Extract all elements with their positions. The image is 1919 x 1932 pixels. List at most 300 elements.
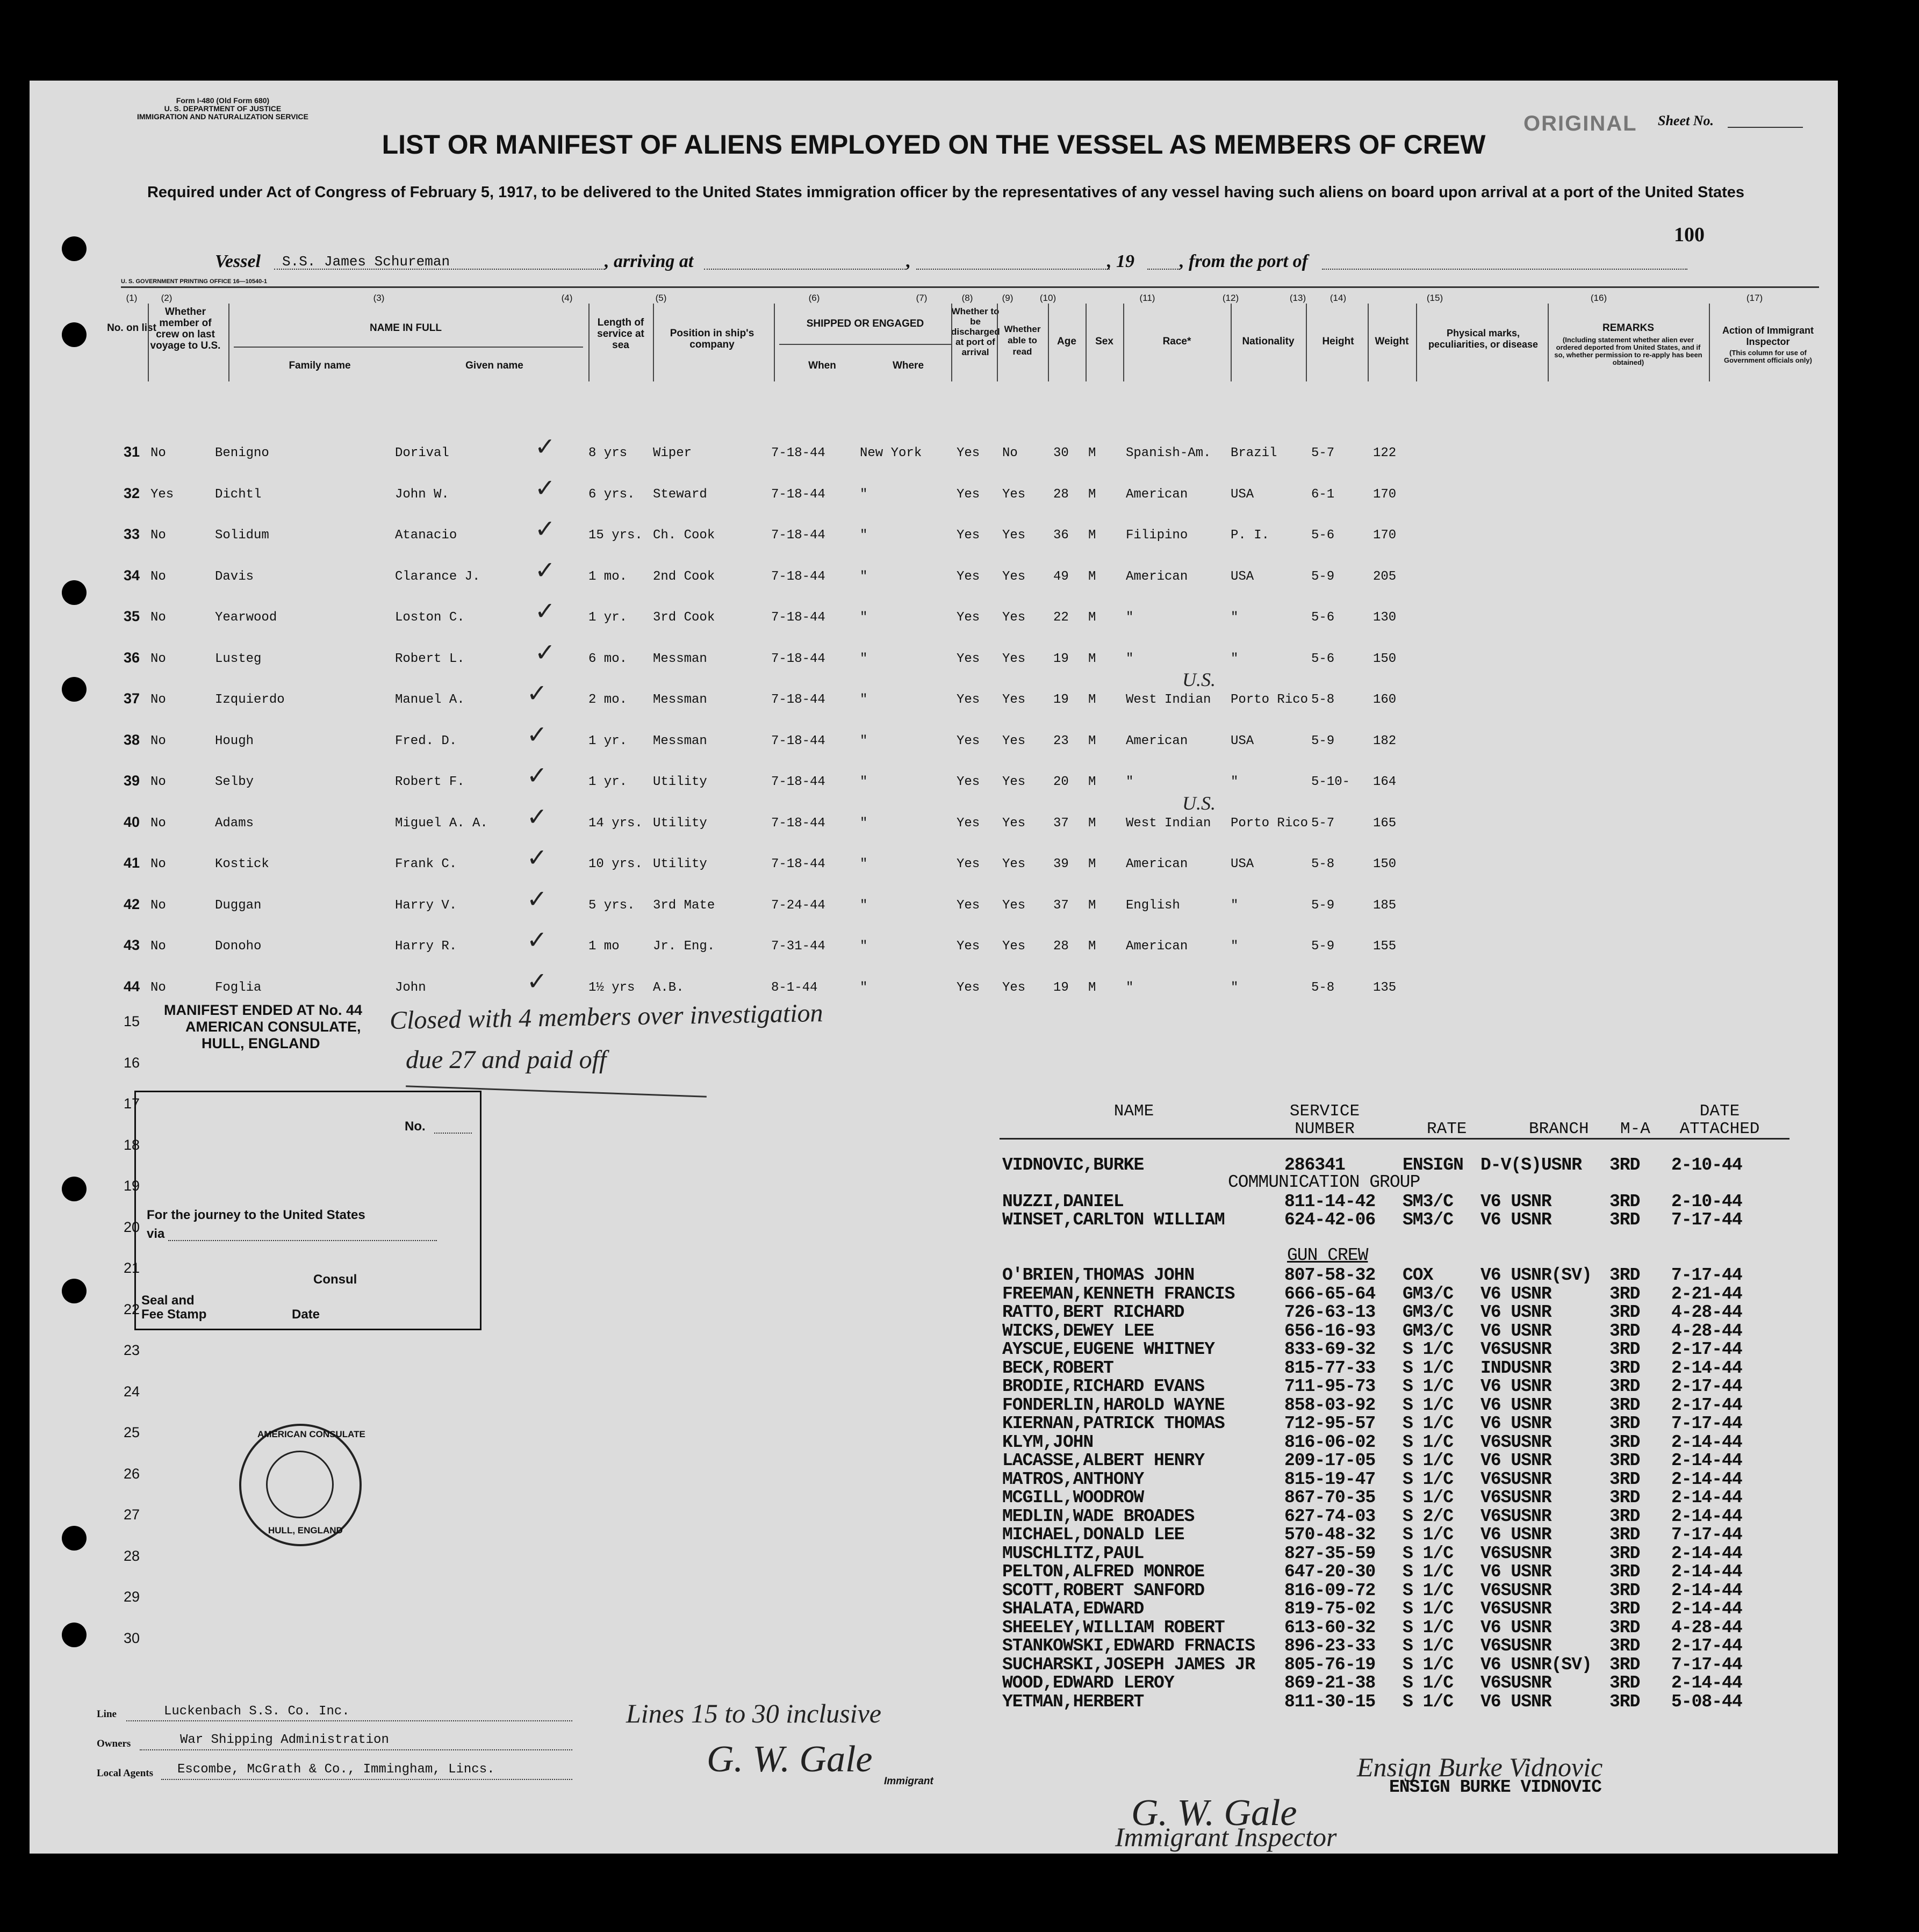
mil-header-date: DATE ATTACHED <box>1679 1102 1760 1138</box>
crew-mga: 3RD <box>1609 1673 1640 1693</box>
given-name-cell: Robert L. <box>395 651 465 666</box>
crew-date: 7-17-44 <box>1671 1525 1742 1545</box>
when-cell: 7-18-44 <box>771 610 825 625</box>
crew-name: WOOD,EDWARD LEROY <box>1002 1673 1174 1693</box>
col-num: (5) <box>655 293 667 303</box>
crew-branch: V6 USNR <box>1480 1321 1551 1341</box>
header-weight: Weight <box>1375 336 1409 347</box>
crew-rate: S 1/C <box>1403 1358 1454 1378</box>
col-num: (17) <box>1746 293 1763 303</box>
member-cell: No <box>150 857 166 871</box>
member-cell: No <box>150 569 166 584</box>
crew-rate: S 1/C <box>1403 1691 1454 1712</box>
crew-name: MATROS,ANTHONY <box>1002 1469 1144 1489</box>
crew-rate: ENSIGN <box>1403 1155 1463 1175</box>
arriving-date-field <box>916 269 1110 270</box>
lines-note: Lines 15 to 30 inclusive <box>626 1698 881 1728</box>
member-cell: Yes <box>150 487 174 502</box>
race-cell: West Indian <box>1126 693 1211 707</box>
crew-mga: 3RD <box>1609 1562 1640 1582</box>
header-no-on-list: No. on list <box>107 322 156 334</box>
inspector-signature: G. W. Gale <box>1131 1792 1297 1834</box>
position-cell: A.B. <box>653 980 684 995</box>
age-cell: 23 <box>1053 733 1069 748</box>
stamp-line: HULL, ENGLAND <box>202 1035 320 1051</box>
crew-rate: S 1/C <box>1403 1469 1454 1489</box>
where-cell: " <box>860 528 868 543</box>
crew-branch: V6SUSNR <box>1480 1636 1551 1656</box>
where-cell: " <box>860 898 868 913</box>
given-name-cell: Atanacio <box>395 528 457 543</box>
given-name-cell: Harry R. <box>395 939 457 954</box>
family-name-cell: Dichtl <box>215 487 262 502</box>
row-number: 43 <box>123 937 140 953</box>
nationality-cell: USA <box>1231 733 1254 748</box>
height-cell: 5-9 <box>1311 733 1335 748</box>
sex-cell: M <box>1088 733 1096 748</box>
read-cell: Yes <box>1002 816 1026 831</box>
crew-date: 7-17-44 <box>1671 1654 1742 1675</box>
col-num: (12) <box>1222 293 1239 303</box>
weight-cell: 155 <box>1373 939 1397 954</box>
when-cell: 7-18-44 <box>771 733 825 748</box>
nationality-cell: " <box>1231 939 1239 954</box>
crew-date: 2-17-44 <box>1671 1636 1742 1656</box>
race-cell: " <box>1126 980 1134 995</box>
service-cell: 6 yrs. <box>588 487 635 502</box>
check-mark: ✓ <box>527 843 548 872</box>
crew-name: MICHAEL,DONALD LEE <box>1002 1525 1184 1545</box>
col-num: (14) <box>1329 293 1347 303</box>
check-mark: ✓ <box>535 637 556 667</box>
member-cell: No <box>150 775 166 789</box>
blank-row-number: 30 <box>123 1630 140 1646</box>
header-age: Age <box>1057 336 1076 347</box>
crew-rate: S 1/C <box>1403 1395 1454 1415</box>
mil-header-rate: RATE <box>1427 1120 1467 1138</box>
weight-cell: 130 <box>1373 610 1397 625</box>
seal-text: AMERICAN CONSULATE <box>257 1429 365 1439</box>
given-name-cell: Frank C. <box>395 857 457 871</box>
service-cell: 5 yrs. <box>588 898 635 913</box>
check-mark: ✓ <box>527 884 548 913</box>
seal-text: HULL, ENGLAND <box>268 1525 343 1535</box>
crew-date: 2-14-44 <box>1671 1543 1742 1563</box>
crew-mga: 3RD <box>1609 1432 1640 1452</box>
crew-branch: V6 USNR <box>1480 1691 1551 1712</box>
crew-service: 827-35-59 <box>1284 1543 1376 1563</box>
where-cell: " <box>860 775 868 789</box>
header-action-note: (This column for use of Government officials only) <box>1724 349 1812 364</box>
blank-row-number: 17 <box>123 1095 140 1112</box>
header-member: Whether member of crew on last voyage to U.S. <box>150 306 221 351</box>
discharged-cell: Yes <box>957 693 980 707</box>
when-cell: 7-18-44 <box>771 528 825 543</box>
crew-date: 2-14-44 <box>1671 1506 1742 1526</box>
form-identifier: Form I-480 (Old Form 680) U. S. DEPARTMENT OF JUSTICE IMMIGRATION AND NATURALIZATION SERVICE <box>137 96 308 121</box>
owners-value: War Shipping Administration <box>180 1733 389 1747</box>
where-cell: New York <box>860 446 922 460</box>
crew-mga: 3RD <box>1609 1599 1640 1619</box>
crew-rate: SM3/C <box>1403 1192 1454 1212</box>
given-name-cell: John W. <box>395 487 449 502</box>
crew-date: 2-14-44 <box>1671 1469 1742 1489</box>
given-name-cell: John <box>395 980 426 995</box>
service-cell: 1 yr. <box>588 775 628 789</box>
crew-date: 7-17-44 <box>1671 1414 1742 1433</box>
binder-hole <box>62 580 87 605</box>
crew-service: 819-75-02 <box>1284 1599 1376 1619</box>
year-label: , 19 <box>1107 251 1134 271</box>
blank-row-number: 27 <box>123 1506 140 1523</box>
inspector-title-hand: Immigrant Inspector <box>1115 1822 1337 1852</box>
row-number: 38 <box>123 731 140 748</box>
ensign-print-name: ENSIGN BURKE VIDNOVIC <box>1389 1777 1601 1797</box>
service-cell: 1 mo. <box>588 569 628 584</box>
sex-cell: M <box>1088 816 1096 831</box>
member-cell: No <box>150 693 166 707</box>
when-cell: 7-24-44 <box>771 898 825 913</box>
sex-cell: M <box>1088 651 1096 666</box>
row-number: 41 <box>123 855 140 871</box>
crew-branch: V6SUSNR <box>1480 1469 1551 1489</box>
crew-mga: 3RD <box>1609 1580 1640 1601</box>
header-nationality: Nationality <box>1242 336 1295 347</box>
race-cell: " <box>1126 775 1134 789</box>
height-cell: 5-8 <box>1311 693 1335 707</box>
header-discharged: Whether to be discharged at port of arrival <box>951 306 1000 357</box>
gun-crew-label: GUN CREW <box>1287 1245 1368 1265</box>
crew-mga: 3RD <box>1609 1691 1640 1712</box>
stamp-via: via <box>147 1227 165 1241</box>
where-cell: " <box>860 610 868 625</box>
discharged-cell: Yes <box>957 651 980 666</box>
blank-row-number: 26 <box>123 1465 140 1482</box>
family-name-cell: Hough <box>215 733 254 748</box>
discharged-cell: Yes <box>957 939 980 954</box>
row-number: 32 <box>123 485 140 501</box>
height-cell: 5-8 <box>1311 980 1335 995</box>
position-cell: Utility <box>653 816 707 831</box>
crew-rate: S 1/C <box>1403 1636 1454 1656</box>
when-cell: 7-31-44 <box>771 939 825 954</box>
immigrant-signature: G. W. Gale <box>707 1739 873 1780</box>
discharged-cell: Yes <box>957 980 980 995</box>
service-cell: 2 mo. <box>588 693 628 707</box>
service-cell: 14 yrs. <box>588 816 643 831</box>
race-cell: American <box>1126 939 1188 954</box>
col-num: (9) <box>1002 293 1014 303</box>
crew-name: VIDNOVIC,BURKE <box>1002 1155 1144 1175</box>
crew-branch: V6 USNR <box>1480 1284 1551 1304</box>
crew-rate: S 2/C <box>1403 1506 1454 1526</box>
race-cell: " <box>1126 651 1134 666</box>
nationality-cell: " <box>1231 898 1239 913</box>
race-cell: " <box>1126 610 1134 625</box>
crew-rate: S 1/C <box>1403 1432 1454 1452</box>
crew-rate: S 1/C <box>1403 1673 1454 1693</box>
printer-line: U. S. GOVERNMENT PRINTING OFFICE 16—10540-1 <box>121 278 268 285</box>
crew-branch: V6 USNR <box>1480 1562 1551 1582</box>
crew-rate: SM3/C <box>1403 1210 1454 1230</box>
when-cell: 7-18-44 <box>771 569 825 584</box>
header-where: Where <box>892 360 924 371</box>
crew-mga: 3RD <box>1609 1265 1640 1285</box>
crew-service: 712-95-57 <box>1284 1414 1376 1433</box>
seal-emblem <box>266 1451 334 1518</box>
when-cell: 7-18-44 <box>771 651 825 666</box>
binder-hole <box>62 1177 87 1201</box>
weight-cell: 170 <box>1373 487 1397 502</box>
position-cell: Messman <box>653 733 707 748</box>
age-cell: 39 <box>1053 857 1069 871</box>
check-mark: ✓ <box>527 761 548 790</box>
family-name-cell: Yearwood <box>215 610 277 625</box>
crew-branch: V6SUSNR <box>1480 1339 1551 1359</box>
crew-mga: 3RD <box>1609 1617 1640 1638</box>
crew-date: 2-14-44 <box>1671 1562 1742 1582</box>
stamp-no-label: No. <box>405 1119 426 1134</box>
given-name-cell: Harry V. <box>395 898 457 913</box>
col-num: (4) <box>561 293 573 303</box>
col-num: (1) <box>126 293 138 303</box>
crew-service: 811-30-15 <box>1284 1691 1376 1712</box>
crew-name: SHALATA,EDWARD <box>1002 1599 1144 1619</box>
nationality-cell: " <box>1231 775 1239 789</box>
crew-branch: V6 USNR <box>1480 1302 1551 1322</box>
crew-name: NUZZI,DANIEL <box>1002 1192 1124 1212</box>
crew-date: 2-21-44 <box>1671 1284 1742 1304</box>
discharged-cell: Yes <box>957 528 980 543</box>
where-cell: " <box>860 693 868 707</box>
discharged-cell: Yes <box>957 446 980 460</box>
blank-row-number: 28 <box>123 1547 140 1564</box>
row-number: 37 <box>123 690 140 707</box>
crew-service: 869-21-38 <box>1284 1673 1376 1693</box>
immigrant-label: Immigrant <box>884 1776 933 1787</box>
handwritten-annotation: U.S. <box>1182 669 1216 690</box>
header-name-in-full: NAME IN FULL <box>369 322 442 334</box>
header-remarks-note: (Including statement whether alien ever ordered deported from United States, and if so, whether permission to re-apply has been obtained) <box>1554 336 1702 366</box>
line-label: Line <box>97 1708 117 1720</box>
nationality-cell: USA <box>1231 487 1254 502</box>
manifest-sheet: Form I-480 (Old Form 680) U. S. DEPARTMENT OF JUSTICE IMMIGRATION AND NATURALIZATION SERVICE ORIGINAL Sheet No. LIST OR MANIFEST OF ALIENS EMPLOYED ON THE VESSEL AS MEMBERS OF CREW Required under Act of Congress of February 5, 1917, to be delivered to the United States immigration officer by the representatives of any vessel having such aliens on board upon arrival at a port of the United States 100 Vessel S.S. James Schureman , arriving at , , 19 , from the port of U. S. GOVERNMENT PRINTING OFFICE 16—10540-1 (1) (2) (3) (4) (5) (6) (7) (8) (9) (10) (11) (12) (13) (14) (15) (16) (17) No. on list Whether member of crew on last voyage to U.S. NAME IN FULL Family name Given name Length of service at sea Position in ship's company SHIPPED OR ENGAGED When Where Whether to be discharged at port of arrival Whether able to read Age Sex Race* Nationality Height Weight Physical marks, peculiarities, or disease REMARKS (Including statement whether alien ever ordered deported from United States, and if so, whether permission to re-apply has been obtained) Action of Immigrant Inspector (This column for use of Government officials only) 31 No Benigno Dorival 8 yrs Wiper 7-18-44 New York Yes No 30 M Spanish-Am. Brazil 5-7 122 ✓ 32 Yes Dichtl John W. 6 yrs. Steward 7-18-44 " Yes Yes 28 M American USA 6-1 170 ✓ 33 No Solidum Atanacio 15 yrs. Ch. Cook 7-18-44 " Yes Yes 36 M Filipino P. I. 5-6 170 ✓ 34 No Davis Clarance J. 1 mo. 2nd Cook 7-18-44 " Yes Yes 49 M American USA 5-9 205 ✓ 35 No Yearwood Loston C. 1 yr. 3rd Cook 7-18-44 " Yes Yes 22 M " " 5-6 130 ✓ 36 No Lusteg Robert L. 6 mo. Messman 7-18-44 " Yes Yes 19 M " " 5-6 150 ✓ 37 No Izquierdo Manuel A. 2 mo. Messman 7-18-44 " Yes Yes 19 M West Indian Porto Rico 5-8 160 ✓ U.S. 38 No Hough Fred. D. 1 yr. Messman 7-18-44 " Yes Yes 23 M American USA 5-9 182 ✓ 39 No Selby Robert F. 1 yr. Utility 7-18-44 " Yes Yes 20 M " " 5-10- 164 ✓ 40 No Adams Miguel A. A. 14 yrs. Utility 7-18-44 " Yes Yes 37 M West Indian Porto Rico 5-7 165 ✓ U.S. 41 No Kostick Frank C. 10 yrs. Utility 7-18-44 " Yes Yes 39 M American USA 5-8 150 ✓ 42 No Duggan Harry V. 5 yrs. 3rd Mate 7-24-44 " Yes Yes 37 M English " 5-9 185 ✓ 43 No Donoho Harry R. 1 mo Jr. Eng. 7-31-44 " Yes Yes 28 M American " 5-9 155 ✓ 44 No Foglia John 1½ yrs A.B. 8-1-44 " Yes Yes 19 M " " 5-8 135 ✓ 15 16 17 18 19 20 21 22 23 24 25 26 27 28 29 30 MANIFEST ENDED AT No. 44 AMERICAN CONSULATE, HULL, ENGLAND Closed with 4 members over investigation due 27 and paid off No. For the journey to the United States via Consul Seal and Fee Stamp Date AMERICAN CONSULATE HULL, ENGLAND NAME SERVICE NUMBER RATE BRANCH M-A DATE ATTACHED VIDNOVIC,BURKE 286341 ENSIGN D-V(S)USNR 3RD 2-10-44 NUZZI,DANIEL 811-14-42 SM3/C V6 USNR 3RD 2-10-44 WINSET,CARLTON WILLIAM 624-42-06 SM3/C V6 USNR 3RD 7-17-44 O'BRIEN,THOMAS JOHN 807-58-32 COX V6 USNR(SV) 3RD 7-17-44 FREEMAN,KENNETH FRANCIS 666-65-64 GM3/C V6 USNR 3RD 2-21-44 RATTO,BERT RICHARD 726-63-13 GM3/C V6 USNR 3RD 4-28-44 WICKS,DEWEY LEE 656-16-93 GM3/C V6 USNR 3RD 4-28-44 AYSCUE,EUGENE WHITNEY 833-69-32 S 1/C V6SUSNR 3RD 2-17-44 BECK,ROBERT 815-77-33 S 1/C INDUSNR 3RD 2-14-44 BRODIE,RICHARD EVANS 711-95-73 S 1/C V6 USNR 3RD 2-17-44 FONDERLIN,HAROLD WAYNE 858-03-92 S 1/C V6 USNR 3RD 2-17-44 KIERNAN,PATRICK THOMAS 712-95-57 S 1/C V6 USNR 3RD 7-17-44 KLYM,JOHN 816-06-02 S 1/C V6SUSNR 3RD 2-14-44 LACASSE,ALBERT HENRY 209-17-05 S 1/C V6 USNR 3RD 2-14-44 MATROS,ANTHONY 815-19-47 S 1/C V6SUSNR 3RD 2-14-44 MCGILL,WOODROW 867-70-35 S 1/C V6SUSNR 3RD 2-14-44 MEDLIN,WADE BROADES 627-74-03 S 2/C V6SUSNR 3RD 2-14-44 MICHAEL,DONALD LEE 570-48-32 S 1/C V6 USNR 3RD 7-17-44 MUSCHLITZ,PAUL 827-35-59 S 1/C V6SUSNR 3RD 2-14-44 PELTON,ALFRED MONROE 647-20-30 S 1/C V6 USNR 3RD 2-14-44 SCOTT,ROBERT SANFORD 816-09-72 S 1/C V6SUSNR 3RD 2-14-44 SHALATA,EDWARD 819-75-02 S 1/C V6SUSNR 3RD 2-14-44 SHEELEY,WILLIAM ROBERT 613-60-32 S 1/C V6 USNR 3RD 4-28-44 STANKOWSKI,EDWARD FRNACIS 896-23-33 S 1/C V6SUSNR 3RD 2-17-44 SUCHARSKI,JOSEPH JAMES JR 805-76-19 S 1/C V6 USNR(SV) 3RD 7-17-44 WOOD,EDWARD LEROY 869-21-38 S 1/C V6SUSNR 3RD 2-14-44 YETMAN,HERBERT 811-30-15 S 1/C V6 USNR 3RD 5-08-44 COMMUNICATION GROUP GUN CREW Lines 15 to 30 inclusive G. W. Gale Immigrant Ensign Burke Vidnovic ENSIGN BURKE VIDNOVIC G. W. Gale Immigrant Inspector Line Luckenbach S.S. Co. Inc. Owners War Shipping Administration Local Agents Escombe, McGrath & Co., Immingham, Lincs. <box>30 81 1838 1854</box>
nationality-cell: Porto Rico <box>1231 693 1309 707</box>
blank-row-number: 20 <box>123 1219 140 1235</box>
crew-service: 666-65-64 <box>1284 1284 1376 1304</box>
crew-branch: V6 USNR <box>1480 1617 1551 1638</box>
col-num: (16) <box>1590 293 1607 303</box>
weight-cell: 122 <box>1373 446 1397 460</box>
crew-mga: 3RD <box>1609 1451 1640 1470</box>
col-num: (8) <box>961 293 973 303</box>
member-cell: No <box>150 939 166 954</box>
read-cell: Yes <box>1002 610 1026 625</box>
read-cell: Yes <box>1002 898 1026 913</box>
row-number: 44 <box>123 978 140 994</box>
crew-mga: 3RD <box>1609 1339 1640 1359</box>
handwritten-note: Closed with 4 members over investigation <box>389 998 823 1035</box>
crew-name: STANKOWSKI,EDWARD FRNACIS <box>1002 1636 1255 1656</box>
sex-cell: M <box>1088 528 1096 543</box>
crew-rate: GM3/C <box>1403 1302 1454 1322</box>
family-name-cell: Adams <box>215 816 254 831</box>
position-cell: Jr. Eng. <box>653 939 715 954</box>
age-cell: 36 <box>1053 528 1069 543</box>
crew-date: 2-14-44 <box>1671 1673 1742 1693</box>
arriving-label: , arriving at <box>605 251 694 271</box>
crew-date: 4-28-44 <box>1671 1617 1742 1638</box>
nationality-cell: P. I. <box>1231 528 1270 543</box>
crew-service: 805-76-19 <box>1284 1654 1376 1675</box>
mil-header-mga: M-A <box>1620 1120 1650 1138</box>
crew-mga: 3RD <box>1609 1302 1640 1322</box>
col-num: (3) <box>373 293 385 303</box>
crew-service: 647-20-30 <box>1284 1562 1376 1582</box>
header-sex: Sex <box>1095 336 1113 347</box>
nationality-cell: USA <box>1231 569 1254 584</box>
weight-cell: 160 <box>1373 693 1397 707</box>
crew-service: 726-63-13 <box>1284 1302 1376 1322</box>
member-cell: No <box>150 528 166 543</box>
sex-cell: M <box>1088 939 1096 954</box>
check-mark: ✓ <box>535 596 556 625</box>
header-length-service: Length of service at sea <box>597 317 644 351</box>
where-cell: " <box>860 816 868 831</box>
age-cell: 19 <box>1053 651 1069 666</box>
when-cell: 7-18-44 <box>771 487 825 502</box>
crew-branch: V6 USNR <box>1480 1376 1551 1396</box>
age-cell: 19 <box>1053 980 1069 995</box>
given-name-cell: Fred. D. <box>395 733 457 748</box>
crew-name: YETMAN,HERBERT <box>1002 1691 1144 1712</box>
binder-hole <box>62 322 87 347</box>
read-cell: Yes <box>1002 487 1026 502</box>
crew-service: 833-69-32 <box>1284 1339 1376 1359</box>
binder-hole <box>62 677 87 702</box>
crew-service: 624-42-06 <box>1284 1210 1376 1230</box>
crew-name: O'BRIEN,THOMAS JOHN <box>1002 1265 1195 1285</box>
vessel-name: S.S. James Schureman <box>282 254 450 270</box>
position-cell: 3rd Mate <box>653 898 715 913</box>
age-cell: 30 <box>1053 446 1069 460</box>
crew-service: 867-70-35 <box>1284 1488 1376 1508</box>
crew-mga: 3RD <box>1609 1636 1640 1656</box>
crew-branch: V6 USNR <box>1480 1395 1551 1415</box>
header-physical: Physical marks, peculiarities, or disease <box>1428 328 1539 350</box>
where-cell: " <box>860 651 868 666</box>
crew-date: 2-10-44 <box>1671 1155 1742 1175</box>
header-able-read: Whether able to read <box>1004 324 1041 357</box>
year-field <box>1147 269 1180 270</box>
crew-branch: V6 USNR <box>1480 1451 1551 1470</box>
height-cell: 5-8 <box>1311 857 1335 871</box>
read-cell: Yes <box>1002 693 1026 707</box>
crew-branch: INDUSNR <box>1480 1358 1551 1378</box>
service-cell: 15 yrs. <box>588 528 643 543</box>
position-cell: 2nd Cook <box>653 569 715 584</box>
document-title: LIST OR MANIFEST OF ALIENS EMPLOYED ON THE VESSEL AS MEMBERS OF CREW <box>382 129 1486 160</box>
crew-service: 815-77-33 <box>1284 1358 1376 1378</box>
member-cell: No <box>150 733 166 748</box>
height-cell: 6-1 <box>1311 487 1335 502</box>
read-cell: Yes <box>1002 733 1026 748</box>
read-cell: Yes <box>1002 857 1026 871</box>
service-cell: 8 yrs <box>588 446 628 460</box>
given-name-cell: Loston C. <box>395 610 465 625</box>
col-num: (6) <box>808 293 820 303</box>
col-num: (10) <box>1039 293 1056 303</box>
stamp-consul: Consul <box>313 1272 357 1287</box>
blank-row-number: 25 <box>123 1424 140 1440</box>
crew-name: KLYM,JOHN <box>1002 1432 1094 1452</box>
sheet-number: 100 <box>1674 224 1705 246</box>
service-cell: 1 yr. <box>588 610 628 625</box>
family-name-cell: Solidum <box>215 528 269 543</box>
crew-rate: S 1/C <box>1403 1654 1454 1675</box>
crew-date: 7-17-44 <box>1671 1210 1742 1230</box>
blank-row-number: 15 <box>123 1013 140 1029</box>
member-cell: No <box>150 898 166 913</box>
crew-date: 2-17-44 <box>1671 1376 1742 1396</box>
position-cell: Utility <box>653 775 707 789</box>
crew-mga: 3RD <box>1609 1525 1640 1545</box>
port-label: , from the port of <box>1180 251 1308 271</box>
discharged-cell: Yes <box>957 569 980 584</box>
sex-cell: M <box>1088 898 1096 913</box>
handwritten-note: due 27 and paid off <box>406 1046 607 1074</box>
weight-cell: 205 <box>1373 569 1397 584</box>
sheet-no-label: Sheet No. <box>1658 113 1714 128</box>
crew-mga: 3RD <box>1609 1469 1640 1489</box>
crew-rate: S 1/C <box>1403 1543 1454 1563</box>
crew-rate: S 1/C <box>1403 1562 1454 1582</box>
height-cell: 5-6 <box>1311 528 1335 543</box>
crew-name: PELTON,ALFRED MONROE <box>1002 1562 1205 1582</box>
crew-mga: 3RD <box>1609 1654 1640 1675</box>
age-cell: 22 <box>1053 610 1069 625</box>
comm-group-label: COMMUNICATION GROUP <box>1228 1172 1420 1192</box>
crew-service: 858-03-92 <box>1284 1395 1376 1415</box>
sex-cell: M <box>1088 569 1096 584</box>
row-number: 33 <box>123 526 140 542</box>
crew-name: SHEELEY,WILLIAM ROBERT <box>1002 1617 1225 1638</box>
header-remarks: REMARKS <box>1602 322 1655 334</box>
race-cell: Filipino <box>1126 528 1188 543</box>
arriving-field <box>704 269 905 270</box>
height-cell: 5-9 <box>1311 898 1335 913</box>
age-cell: 20 <box>1053 775 1069 789</box>
header-given-name: Given name <box>465 360 523 371</box>
crew-rate: S 1/C <box>1403 1525 1454 1545</box>
check-mark: ✓ <box>527 679 548 708</box>
crew-mga: 3RD <box>1609 1358 1640 1378</box>
given-name-cell: Robert F. <box>395 775 465 789</box>
stamp-line: AMERICAN CONSULATE, <box>185 1019 361 1035</box>
read-cell: No <box>1002 446 1018 460</box>
weight-cell: 150 <box>1373 857 1397 871</box>
given-name-cell: Miguel A. A. <box>395 816 488 831</box>
crew-name: BRODIE,RICHARD EVANS <box>1002 1376 1205 1396</box>
crew-name: KIERNAN,PATRICK THOMAS <box>1002 1414 1225 1433</box>
member-cell: No <box>150 816 166 831</box>
owners-label: Owners <box>97 1738 131 1749</box>
member-cell: No <box>150 610 166 625</box>
read-cell: Yes <box>1002 939 1026 954</box>
line-value: Luckenbach S.S. Co. Inc. <box>164 1704 350 1719</box>
row-number: 31 <box>123 444 140 460</box>
check-mark: ✓ <box>535 432 556 461</box>
